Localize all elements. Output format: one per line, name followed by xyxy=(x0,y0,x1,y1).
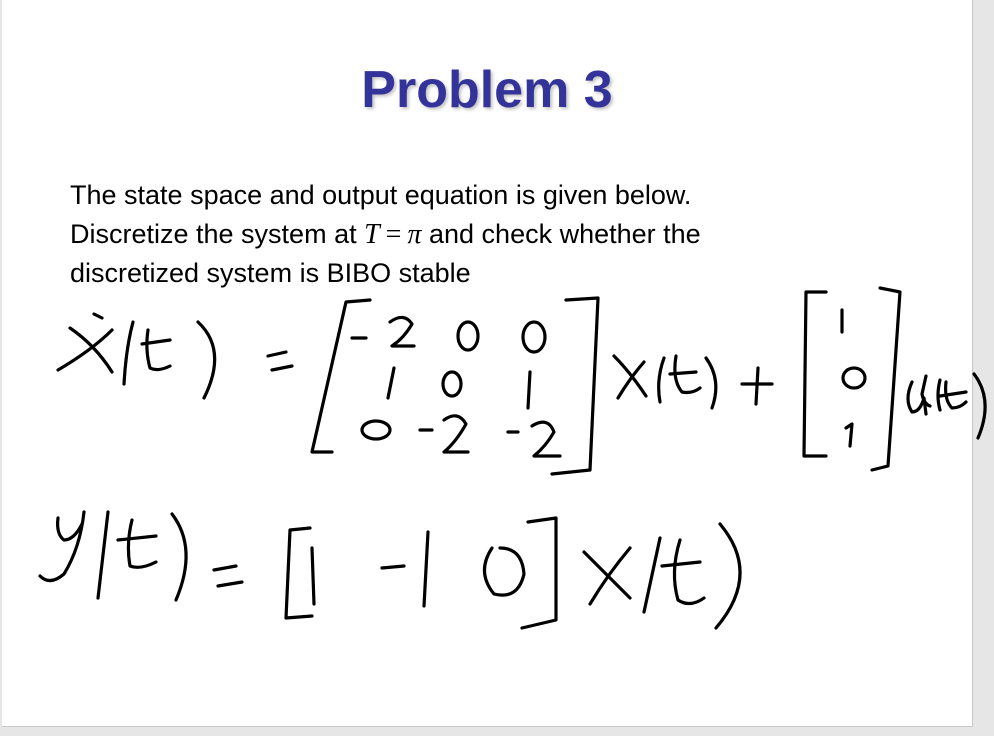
formula-equals: = xyxy=(385,219,402,250)
state-x-term xyxy=(614,356,772,408)
slide-title: Problem 3 xyxy=(361,61,613,119)
matrix-A xyxy=(312,298,598,474)
statement-line-3: discretized system is BIBO stable xyxy=(70,258,471,288)
statement-line-2-prefix: Discretize the system at xyxy=(70,219,365,249)
formula-pi: π xyxy=(407,219,422,250)
statement-line-2-suffix: and check whether the xyxy=(421,219,701,249)
matrix-C xyxy=(286,518,556,628)
formula-T: T xyxy=(364,219,380,250)
matrix-B xyxy=(804,288,900,470)
output-equation-lhs xyxy=(40,512,242,600)
statement-line-1: The state space and output equation is given below. xyxy=(70,180,692,210)
state-equation-lhs xyxy=(58,314,292,398)
output-x-term xyxy=(584,524,740,628)
state-u-term xyxy=(908,374,985,438)
